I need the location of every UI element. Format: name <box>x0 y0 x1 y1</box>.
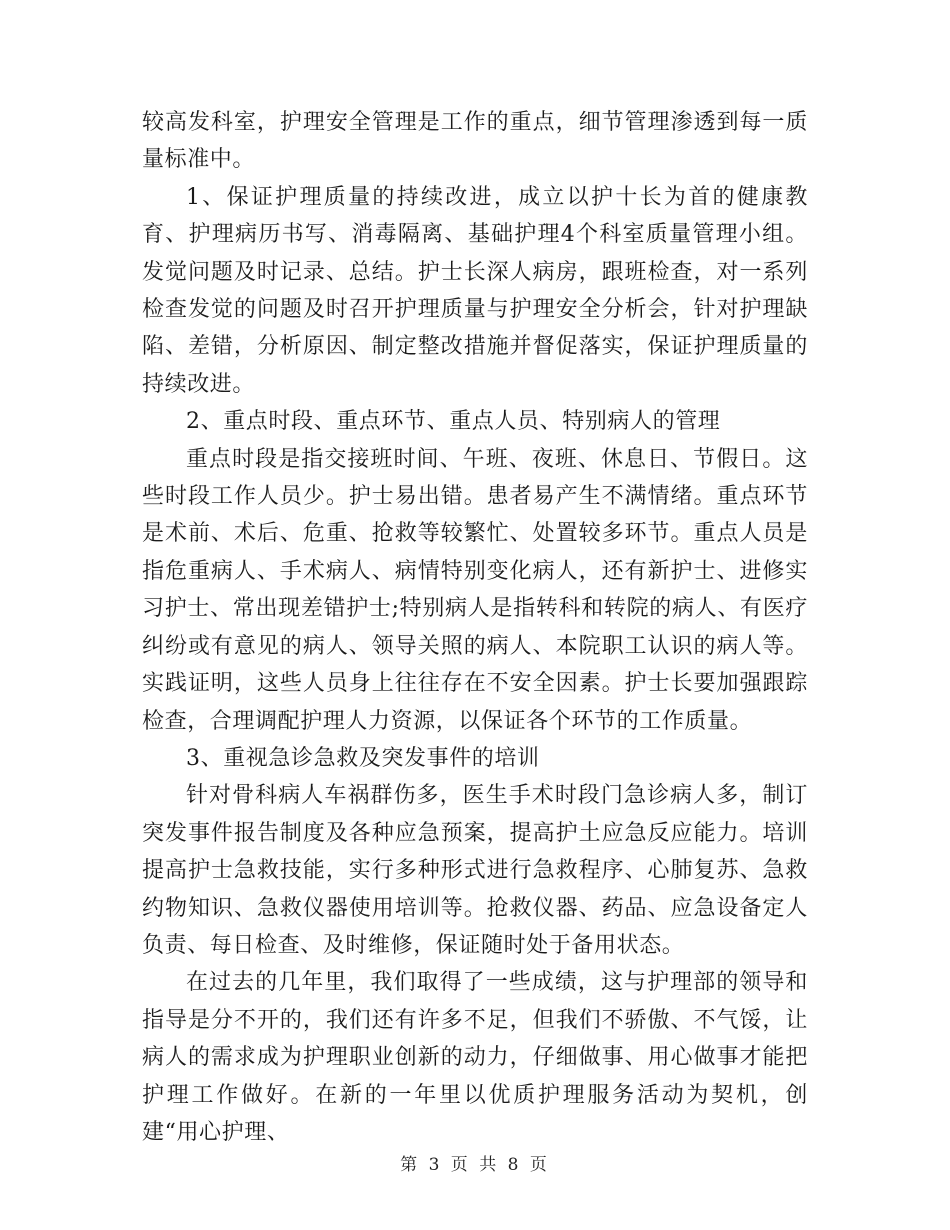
paragraph-heading-emergency-training: 3、重视急诊急救及突发事件的培训 <box>186 745 540 771</box>
paragraph-heading-key-management: 2、重点时段、重点环节、重点人员、特别病人的管理 <box>186 409 721 435</box>
document-body <box>142 104 808 1151</box>
page-footer: 第 3 页 共 8 页 <box>400 1155 550 1175</box>
paragraph-continuation: 较高发科室，护理安全管理是工作的重点，细节管理渗透到每一质量标准中。 <box>142 110 808 173</box>
paragraph-quality-improvement: 1、保证护理质量的持续改进，成立以护十长为首的健康教育、护理病历书写、消毒隔离、基础护理4个科室质量管理小组。发觉问题及时记录、总结。护士长深人病房，跟班检查，对一系列检查发觉的问题及时召开护理质量与护理安全分析会，针对护理缺陷、差错，分析原因、制定整改措施并督促落实，保证护理质量的持续改进。 <box>142 184 808 397</box>
paragraph-key-periods: 重点时段是指交接班时间、午班、夜班、休息日、节假日。这些时段工作人员少。护士易出错。患者易产生不满情绪。重点环节是术前、术后、危重、抢救等较繁忙、处置较多环节。重点人员是指危重病人、手术病人、病情特别变化病人，还有新护士、进修实习护士、常出现差错护士;特别病人是指转科和转院的病人、有医疗纠纷或有意见的病人、领导关照的病人、本院职工认识的病人等。实践证明，这些人员身上往往存在不安全因素。护士长要加强跟踪检查，合理调配护理人力资源，以保证各个环节的工作质量。 <box>142 446 808 734</box>
paragraph-emergency-training: 针对骨科病人车祸群伤多，医生手术时段门急诊病人多，制订突发事件报告制度及各种应急预案，提高护土应急反应能力。培训提高护士急救技能，实行多种形式进行急救程序、心肺复苏、急救约物知识、急救仪器使用培训等。抢救仪器、药品、应急设备定人负责、每日检查、及时维修，保证随时处于备用状态。 <box>142 783 808 958</box>
paragraph-summary: 在过去的几年里，我们取得了一些成绩，这与护理部的领导和指导是分不开的，我们还有许多不足，但我们不骄傲、不气馁，让病人的需求成为护理职业创新的动力，仔细做事、用心做事才能把护理工作做好。在新的一年里以优质护理服务活动为契机，创建“用心护理、 <box>142 970 808 1145</box>
